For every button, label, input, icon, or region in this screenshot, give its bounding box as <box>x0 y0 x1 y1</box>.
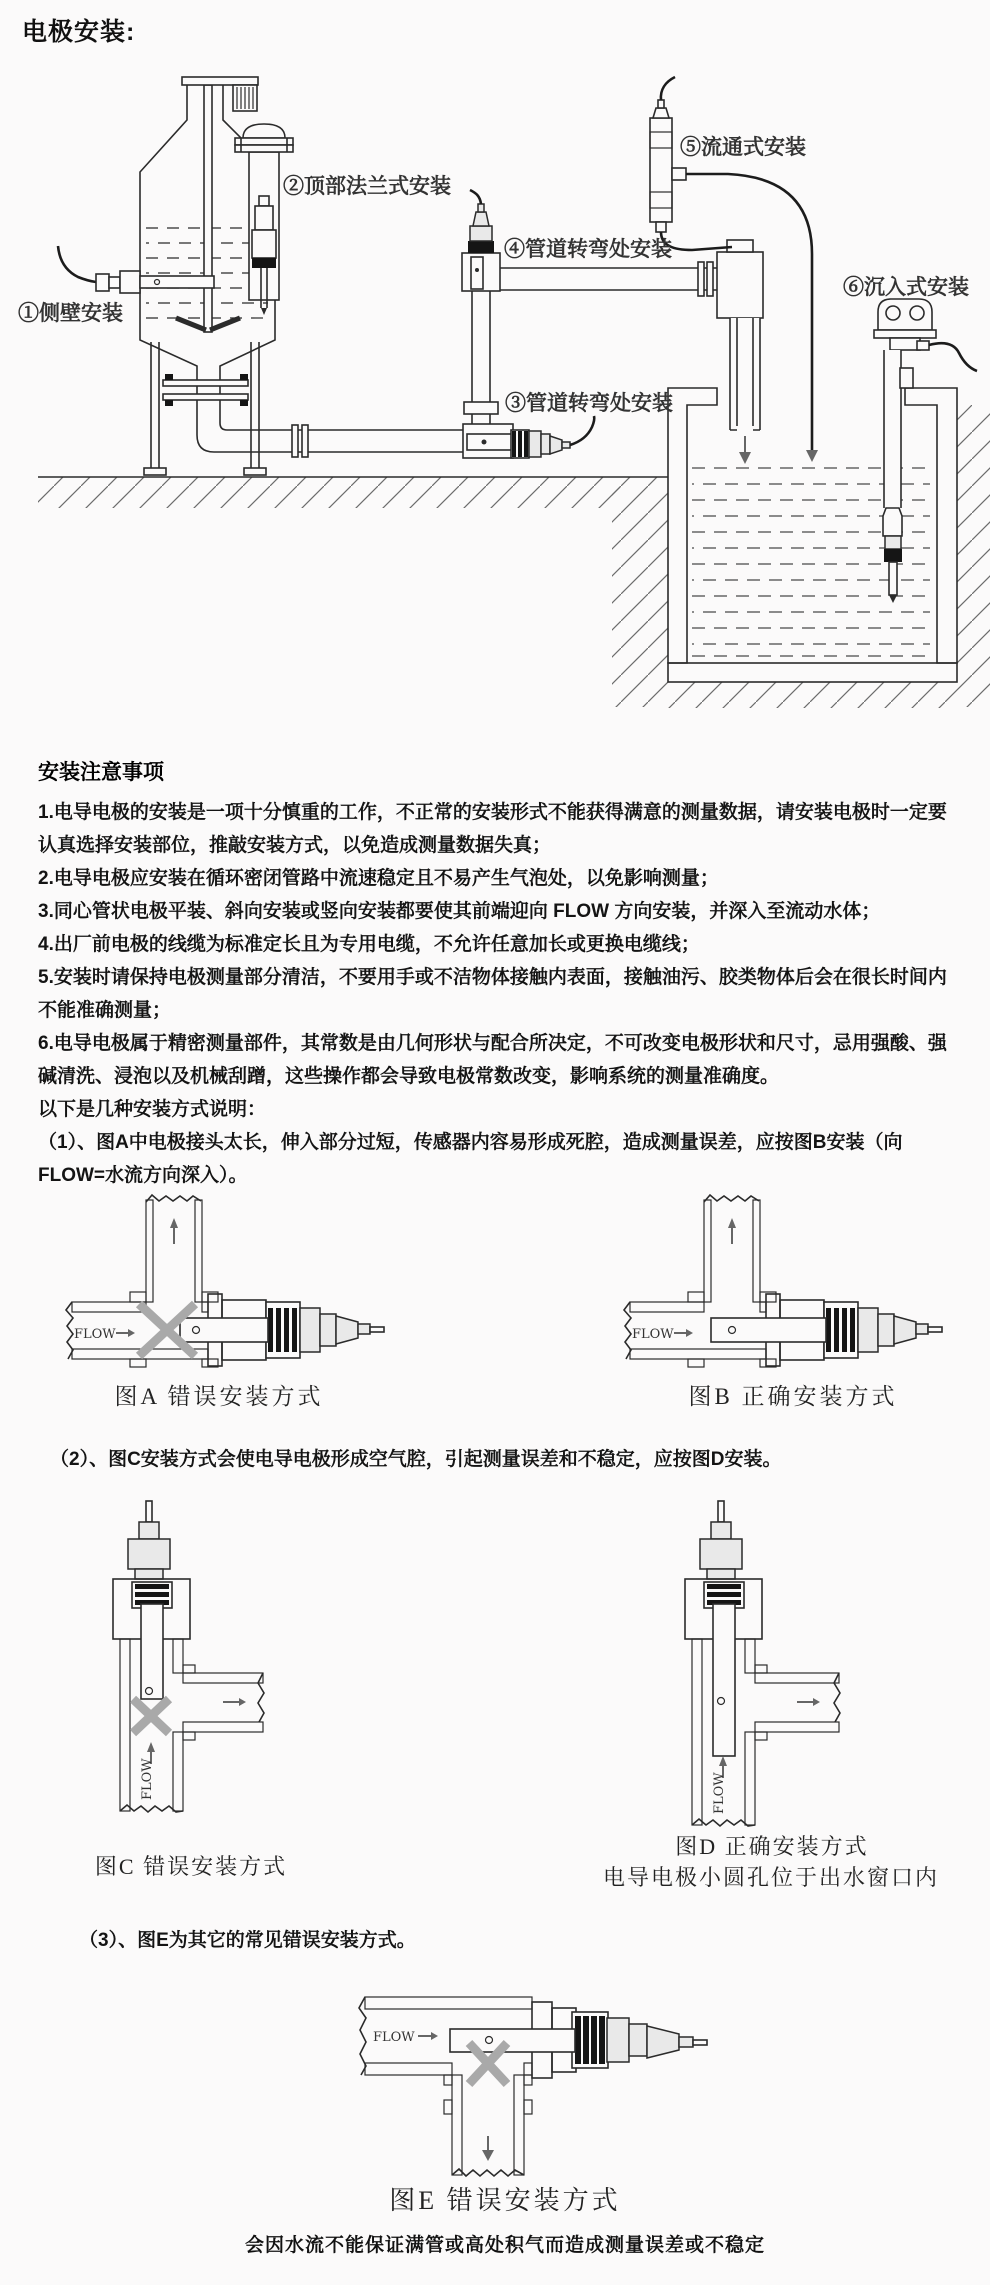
top-flange-electrode <box>235 124 293 315</box>
flow-label: FLOW <box>632 1327 674 1342</box>
label-pipe-bend-high: ④管道转弯处安装 <box>504 238 672 261</box>
side-wall-electrode <box>58 246 214 293</box>
label-flow-through: ⑤流通式安装 <box>680 136 806 159</box>
electrode-cable <box>470 190 481 204</box>
note-item: 3.同心管状电极平装、斜向安装或竖向安装都要使其前端迎向 FLOW 方向安装，并深入至流动水体； <box>38 901 881 922</box>
note-item: 4.出厂前电极的线缆为标准定长且为专用电缆，不允许任意加长或更换电缆线； <box>38 934 700 955</box>
figure-d-correct-install <box>667 1496 857 1841</box>
stirrer-shaft <box>204 85 212 332</box>
bottom-flange <box>163 374 248 406</box>
electrode-cable <box>929 343 977 371</box>
electrode-cable <box>570 416 594 445</box>
motor <box>233 85 257 111</box>
note-item: 1.电导电极的安装是一项十分慎重的工作，不正常的安装形式不能获得满意的测量数据，请安装电极时一定要认真选择安装部位，推敲安装方式，以免造成测量数据失真； <box>38 802 947 856</box>
cell-cable <box>661 77 675 100</box>
electrode-cable <box>58 246 96 282</box>
installation-overview-diagram <box>0 0 990 720</box>
label-pipe-bend-low: ③管道转弯处安装 <box>505 392 673 415</box>
x-mark <box>133 1699 169 1733</box>
discharge-tee <box>717 240 763 464</box>
page-title: 电极安装: <box>22 18 136 46</box>
note-point-2: （2）、图C安装方式会使电导电极形成空气腔，引起测量误差和不稳定，应按图D安装。 <box>50 1449 782 1470</box>
tank-top-plate <box>182 77 258 85</box>
tank-legs <box>144 342 266 475</box>
figure-e-footnote: 会因水流不能保证满管或高处积气而造成测量误差或不稳定 <box>244 2235 765 2256</box>
figure-a-caption: 图A 错误安装方式 <box>114 1384 324 1409</box>
figure-b-caption: 图B 正确安装方式 <box>688 1384 898 1409</box>
installation-notes <box>38 758 954 1192</box>
note-point-3: （3）、图E为其它的常见错误安装方式。 <box>79 1930 416 1951</box>
notes-heading: 安装注意事项 <box>38 761 164 784</box>
notes-intro: 以下是几种安装方式说明： <box>38 1099 267 1120</box>
flow-label: FLOW <box>140 1758 155 1800</box>
note-item: 6.电导电极属于精密测量部件，其常数是由几何形状与配合所决定，不可改变电极形状和尺寸，忌用强酸、强碱清洗、浸泡以及机械刮蹭，这些操作都会导致电极常数改变，影响系统的测量准确度。 <box>38 1033 947 1087</box>
figure-e-caption: 图E 错误安装方式 <box>389 2186 621 2215</box>
label-submersion: ⑥沉入式安装 <box>843 276 969 299</box>
flange-dome <box>243 124 285 138</box>
note-point-1: （1）、图A中电极接头太长，伸入部分过短，传感器内容易形成死腔，造成测量误差，应按图B安装（向FLOW=水流方向深入）。 <box>38 1132 903 1186</box>
note-item: 5.安装时请保持电极测量部分清洁，不要用手或不洁物体接触内表面，接触油污、胶类物体后会在很长时间内不能准确测量； <box>38 967 947 1021</box>
flow-label: FLOW <box>373 2030 415 2045</box>
note-item: 2.电导电极应安装在循环密闭管路中流速稳定且不易产生气泡处，以免影响测量； <box>38 868 719 889</box>
figure-c-wrong-install <box>95 1496 275 1821</box>
lower-bend-tee <box>463 416 594 458</box>
label-side-wall: ①侧壁安装 <box>18 302 123 325</box>
figure-d-caption-line2: 电导电极小圆孔位于出水窗口内 <box>602 1865 939 1890</box>
flow-label: FLOW <box>74 1327 116 1342</box>
label-top-flange: ②顶部法兰式安装 <box>283 175 451 198</box>
figure-c-caption: 图C 错误安装方式 <box>94 1854 288 1879</box>
riser-pipe <box>464 291 498 424</box>
figure-e-wrong-install <box>255 1988 725 2198</box>
outlet-pipe <box>197 400 463 457</box>
flow-label: FLOW <box>712 1772 727 1814</box>
figure-d-caption-line1: 图D 正确安装方式 <box>675 1834 869 1859</box>
